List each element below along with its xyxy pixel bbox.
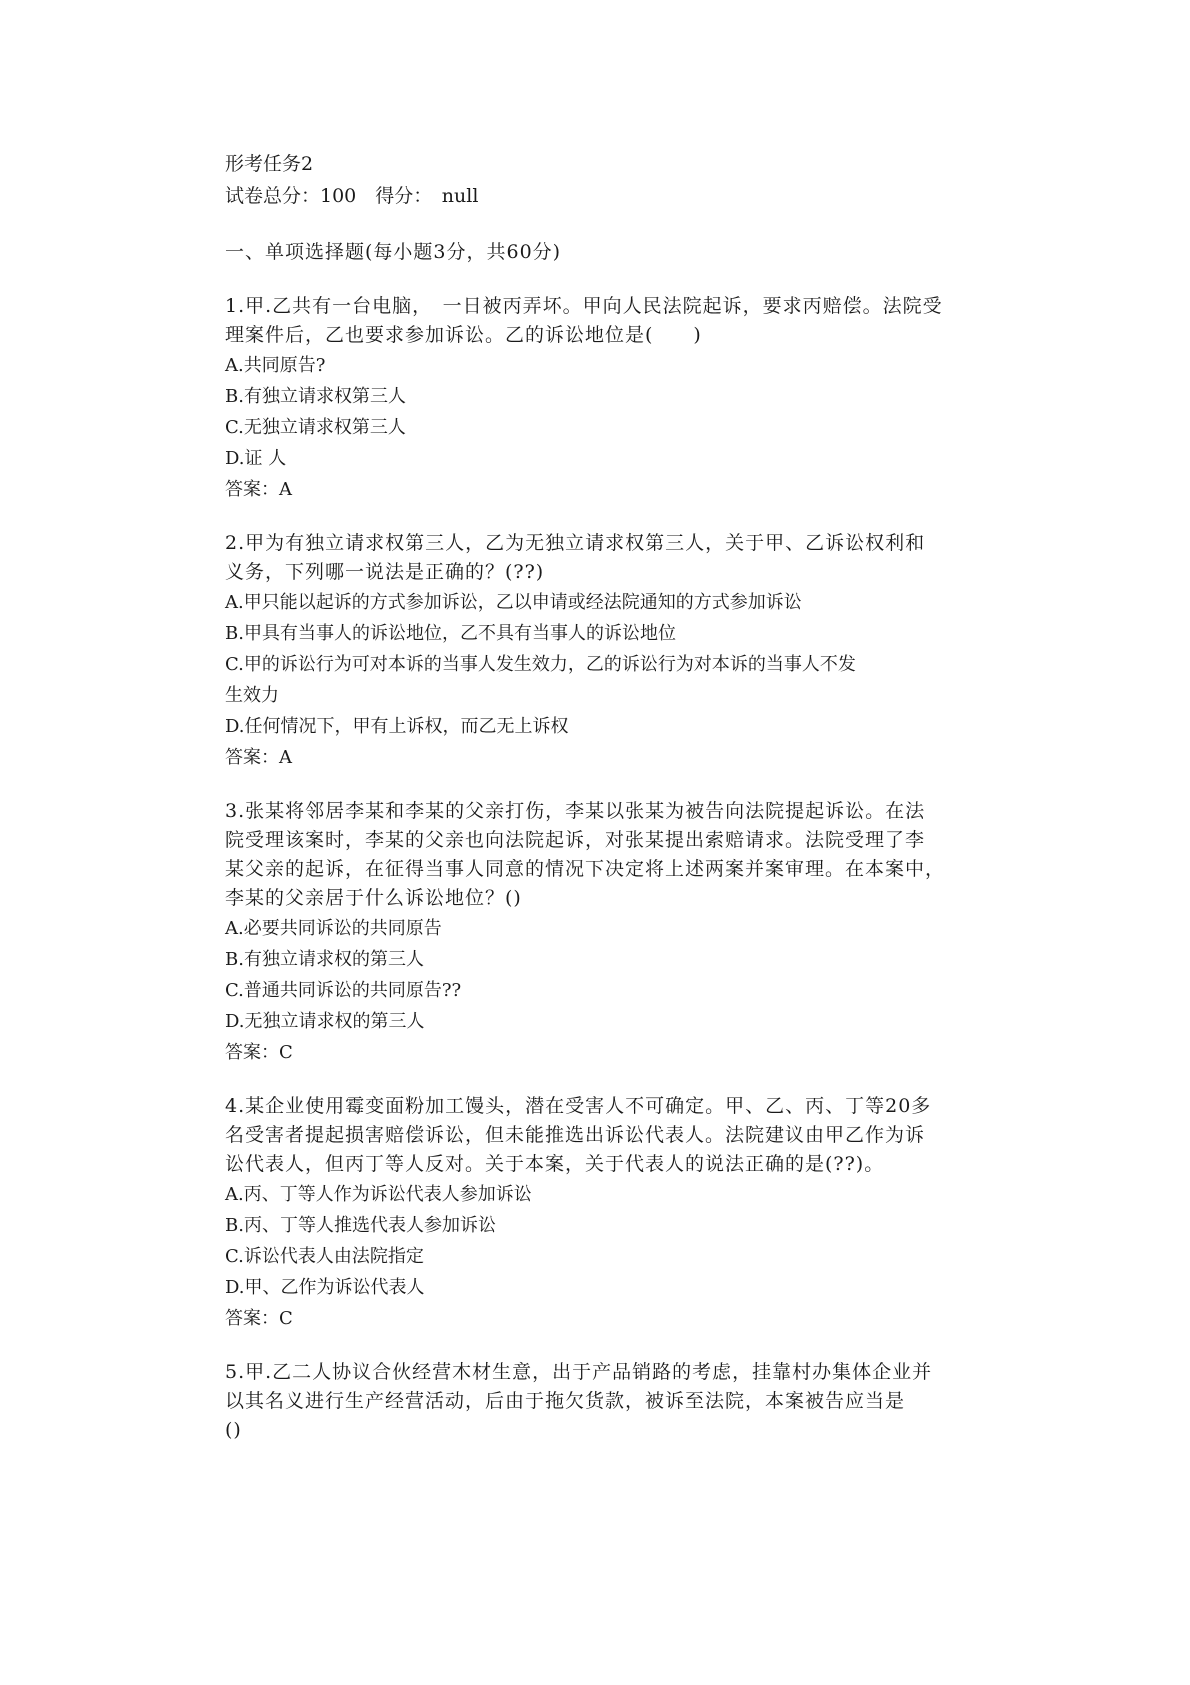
option-c: C.普通共同诉讼的共同原告?? <box>225 980 462 1001</box>
question-text-line: 讼代表人，但丙丁等人反对。关于本案，关于代表人的说法正确的是(??)。 <box>225 1153 885 1175</box>
question-text-line: 1.甲.乙共有一台电脑， 一日被丙弄坏。甲向人民法院起诉，要求丙赔偿。法院受 <box>225 295 943 317</box>
answer-line: 答案：C <box>225 1042 293 1063</box>
section-heading: 一、单项选择题(每小题3分，共60分) <box>225 241 562 263</box>
question-3 <box>225 797 975 1068</box>
option-a: A.丙、丁等人作为诉讼代表人参加诉讼 <box>225 1184 532 1205</box>
answer-line: 答案：A <box>225 479 292 500</box>
question-text-line: 2.甲为有独立请求权第三人，乙为无独立请求权第三人，关于甲、乙诉讼权利和 <box>225 532 926 554</box>
question-text-line: 5.甲.乙二人协议合伙经营木材生意，出于产品销路的考虑，挂靠村办集体企业并 <box>225 1361 933 1383</box>
option-b: B.甲具有当事人的诉讼地位，乙不具有当事人的诉讼地位 <box>225 623 676 644</box>
option-d: D.甲、乙作为诉讼代表人 <box>225 1277 425 1298</box>
question-text <box>225 1092 975 1179</box>
option-c: C.甲的诉讼行为可对本诉的当事人发生效力，乙的诉讼行为对本诉的当事人不发 生效力 <box>225 654 856 706</box>
question-text <box>225 292 975 350</box>
score-line: 试卷总分：100 得分： null <box>225 185 479 207</box>
answer-line: 答案：A <box>225 747 292 768</box>
exam-page <box>225 148 975 1469</box>
question-text-line: 以其名义进行生产经营活动，后由于拖欠货款，被诉至法院，本案被告应当是 <box>225 1390 906 1412</box>
question-text-line: 院受理该案时，李某的父亲也向法院起诉，对张某提出索赔请求。法院受理了李 <box>225 829 926 851</box>
question-2 <box>225 529 975 773</box>
option-a: A.共同原告? <box>225 355 326 376</box>
option-c: C.诉讼代表人由法院指定 <box>225 1246 424 1267</box>
question-4 <box>225 1092 975 1334</box>
option-c: C.无独立请求权第三人 <box>225 417 406 438</box>
question-1 <box>225 292 975 505</box>
question-text-line: 4.某企业使用霉变面粉加工馒头，潜在受害人不可确定。甲、乙、丙、丁等20多 <box>225 1095 932 1117</box>
question-text-line: 3.张某将邻居李某和李某的父亲打伤，李某以张某为被告向法院提起诉讼。在法 <box>225 800 926 822</box>
question-text <box>225 529 975 587</box>
option-a: A.甲只能以起诉的方式参加诉讼，乙以申请或经法院通知的方式参加诉讼 <box>225 592 802 613</box>
option-d: D.证 人 <box>225 448 287 469</box>
question-text-line: 义务，下列哪一说法是正确的？(??) <box>225 561 545 583</box>
option-d: D.无独立请求权的第三人 <box>225 1011 425 1032</box>
option-b: B.丙、丁等人推选代表人参加诉讼 <box>225 1215 496 1236</box>
question-text-line: 名受害者提起损害赔偿诉讼，但未能推选出诉讼代表人。法院建议由甲乙作为诉 <box>225 1124 926 1146</box>
question-5 <box>225 1358 975 1445</box>
answer-line: 答案：C <box>225 1308 293 1329</box>
exam-title: 形考任务2 <box>225 153 314 175</box>
option-b: B.有独立请求权的第三人 <box>225 949 424 970</box>
question-text <box>225 1358 975 1445</box>
question-text-line: 某父亲的起诉，在征得当事人同意的情况下决定将上述两案并案审理。在本案中， <box>225 858 946 880</box>
question-text-line: () <box>225 1419 242 1441</box>
option-a: A.必要共同诉讼的共同原告 <box>225 918 442 939</box>
option-d: D.任何情况下，甲有上诉权，而乙无上诉权 <box>225 716 569 737</box>
option-b: B.有独立请求权第三人 <box>225 386 406 407</box>
question-text-line: 理案件后，乙也要求参加诉讼。乙的诉讼地位是( ) <box>225 324 702 346</box>
question-text <box>225 797 975 913</box>
question-text-line: 李某的父亲居于什么诉讼地位？() <box>225 887 522 909</box>
